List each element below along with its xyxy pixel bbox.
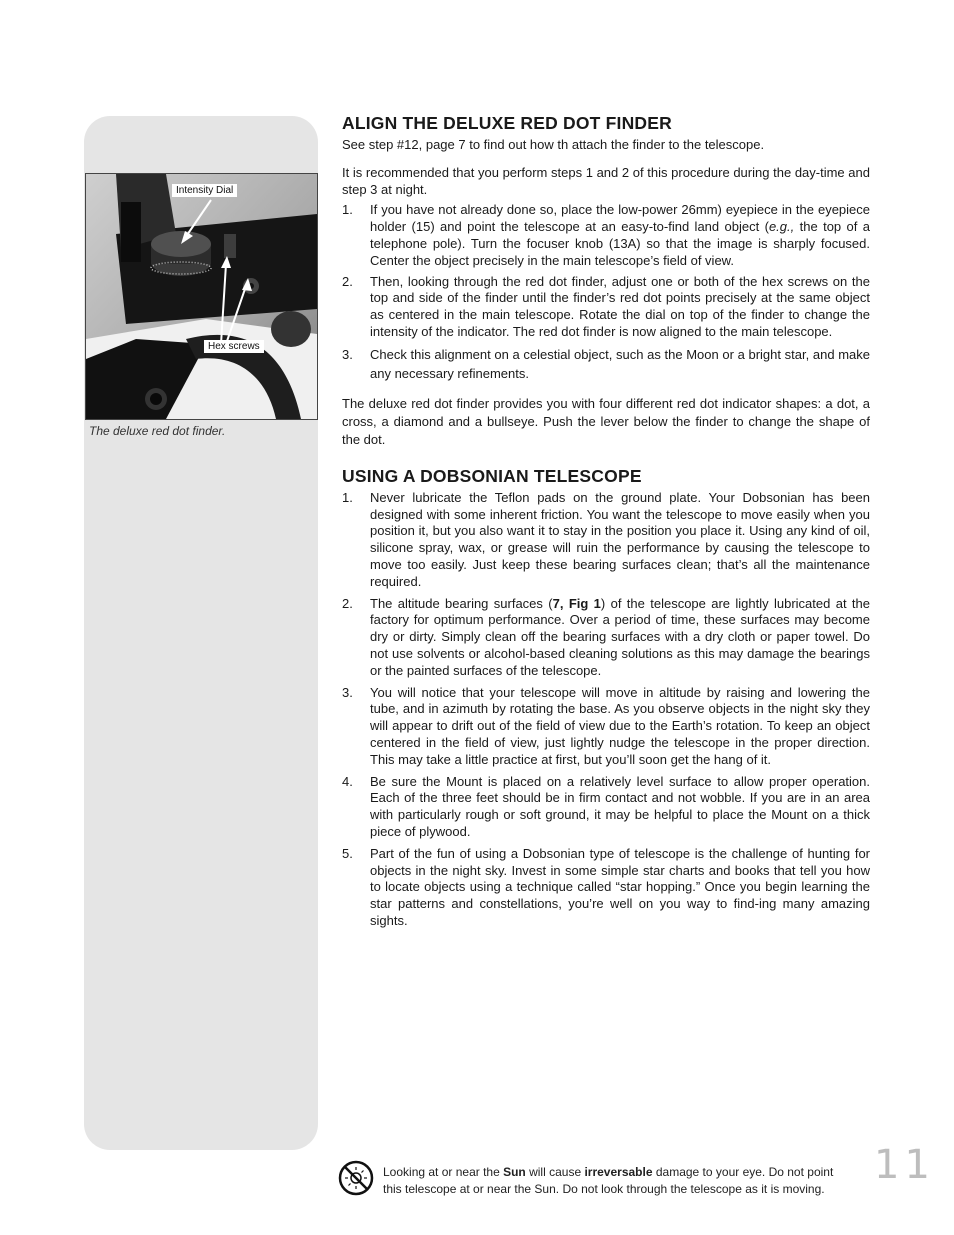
list-item: 1. Never lubricate the Teflon pads on the ground plate. Your Dobsonian has been designed with some inherent friction. You want the telescope to move easily when you position it, but you also want it to stay in the position you place it. Using any kind of oil, silicone spray, wax, or grease will ruin the performance by causing the telescope to move too easily. Just keep these bearing surfaces clean; that’s all the maintenance required.: [342, 489, 870, 589]
section1-steps: [342, 202, 870, 382]
page-number: 11: [874, 1142, 935, 1188]
main-content: [342, 112, 870, 935]
section1-closing-paragraph: The deluxe red dot finder provides you with four different red dot indicator shapes: a dot, a cross, a diamond and a bullseye. Push the lever below the finder to change the shape of the dot.: [342, 395, 870, 447]
hex-screws-label: Hex screws: [204, 340, 264, 353]
list-item: 1. If you have not already done so, place the low-power 26mm) eyepiece in the eyepiece holder (15) and point the telescope at an easy-to-find land object (e.g., the top of a telephone pole). Turn the focuser knob (13A) so that the image is sharply focused. Center the object precisely in the main telescope’s field of view.: [342, 202, 870, 268]
finder-photo-illustration: [86, 174, 317, 419]
section-heading-dobsonian: USING A DOBSONIAN TELESCOPE: [342, 465, 642, 486]
section-heading-align-finder: ALIGN THE DELUXE RED DOT FINDER: [342, 113, 672, 133]
list-item: 2. Then, looking through the red dot finder, adjust one or both of the hex screws on the top and side of the finder until the finder’s red dot points precisely at the same object as centered in the main telescope. Rotate the dial on top of the finder to change the intensity of the indicator. The red dot finder is now aligned to the main telescope.: [342, 273, 870, 339]
sun-warning-footer: [338, 1160, 858, 1200]
figure-caption: The deluxe red dot finder.: [89, 424, 226, 438]
list-item: 5. Part of the fun of using a Dobsonian type of telescope is the challenge of hunting for objects in the night sky. Invest in some simple star charts and books that tell you how to locate objects using a technique called “star hopping.” Once you begin learning the star patterns and constellations, you’re well on you way to find-ing many amazing sights.: [342, 845, 870, 928]
intensity-dial-label: Intensity Dial: [172, 184, 237, 197]
section1-intro: See step #12, page 7 to find out how th attach the finder to the telescope.: [342, 137, 765, 152]
red-dot-finder-photo: [85, 173, 318, 420]
sun-warning-text: Looking at or near the Sun will cause irreversable damage to your eye. Do not point this telescope at or near the Sun. Do not look through the telescope as it is moving.: [383, 1165, 834, 1196]
section-dobsonian: [342, 465, 870, 930]
no-sun-warning-icon: [338, 1160, 374, 1196]
section2-steps: [342, 490, 870, 930]
list-item: 3. Check this alignment on a celestial object, such as the Moon or a bright star, and make any necessary refinements.: [342, 346, 870, 381]
list-item: 4. Be sure the Mount is placed on a relatively level surface to allow proper operation. Each of the three feet should be in firm contact and not wobble. If you are in an area with particularly rough or soft ground, it may be helpful to place the Mount on a thick piece of plywood.: [342, 773, 870, 839]
section1-paragraph: It is recommended that you perform steps 1 and 2 of this procedure during the day-time and step 3 at night.: [342, 164, 870, 197]
list-item: 2. The altitude bearing surfaces (7, Fig 1) of the telescope are lightly lubricated at the factory for optimum performance. Over a period of time, these surfaces may become dry or dirty. Simply clean off the bearing surfaces with a dry cloth or paper towel. Do not use solvents or alcohol-based cleaning solutions as this may damage the bearings or the painted surfaces of the telescope.: [342, 595, 870, 678]
list-item: 3. You will notice that your telescope will move in altitude by raising and lowering the tube, and in azimuth by rotating the base. As you observe objects in the night sky they will appear to drift out of the field of view due to the Earth’s rotation. To keep an object centered in the field of view, just lightly nudge the telescope in the proper direction. This may take a little practice at first, but you’ll soon get the hang of it.: [342, 684, 870, 767]
